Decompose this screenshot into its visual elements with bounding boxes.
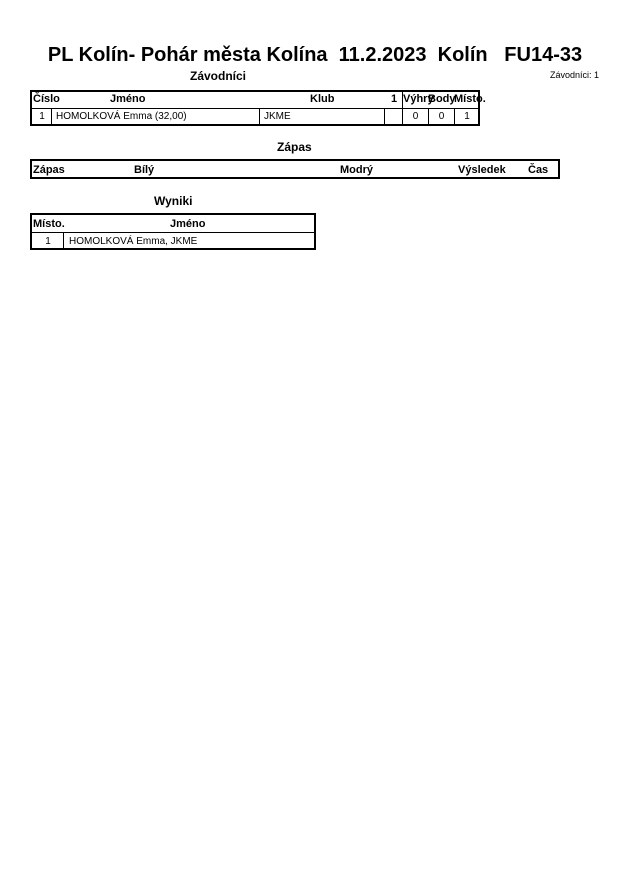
column-header-result-place: Místo.	[33, 218, 65, 230]
column-header-time: Čas	[528, 164, 549, 176]
competitors-heading: Závodníci	[190, 69, 247, 83]
competitor-points: 0	[438, 111, 445, 122]
column-header-wins: Výhry	[403, 93, 434, 105]
column-header-number: Číslo	[33, 93, 60, 105]
column-header-points: Body	[428, 93, 456, 105]
competitor-club: JKME	[264, 111, 291, 122]
competitor-name: HOMOLKOVÁ Emma (32,00)	[56, 111, 187, 122]
column-header-match: Zápas	[33, 164, 65, 176]
matches-heading: Zápas	[277, 140, 312, 154]
column-header-club: Klub	[310, 93, 335, 105]
competitor-place: 1	[464, 111, 470, 122]
results-heading: Wyniki	[154, 194, 193, 208]
column-header-round: 1	[391, 93, 398, 105]
column-header-white: Bílý	[134, 164, 155, 176]
competitor-number: 1	[39, 111, 45, 122]
page-title: PL Kolín- Pohár města Kolína 11.2.2023 Kolín FU14-33	[47, 44, 583, 66]
column-header-name: Jméno	[110, 93, 146, 105]
competitors-count: Závodníci: 1	[549, 70, 599, 80]
result-place: 1	[45, 236, 51, 247]
column-header-blue: Modrý	[340, 164, 373, 176]
result-name: HOMOLKOVÁ Emma, JKME	[69, 236, 198, 247]
competitors-table	[30, 90, 486, 126]
results-table	[30, 213, 316, 250]
competitor-wins: 0	[412, 111, 419, 122]
column-header-place: Místo.	[454, 93, 486, 105]
column-header-result: Výsledek	[458, 164, 506, 176]
column-header-result-name: Jméno	[170, 218, 206, 230]
matches-table	[30, 159, 560, 179]
